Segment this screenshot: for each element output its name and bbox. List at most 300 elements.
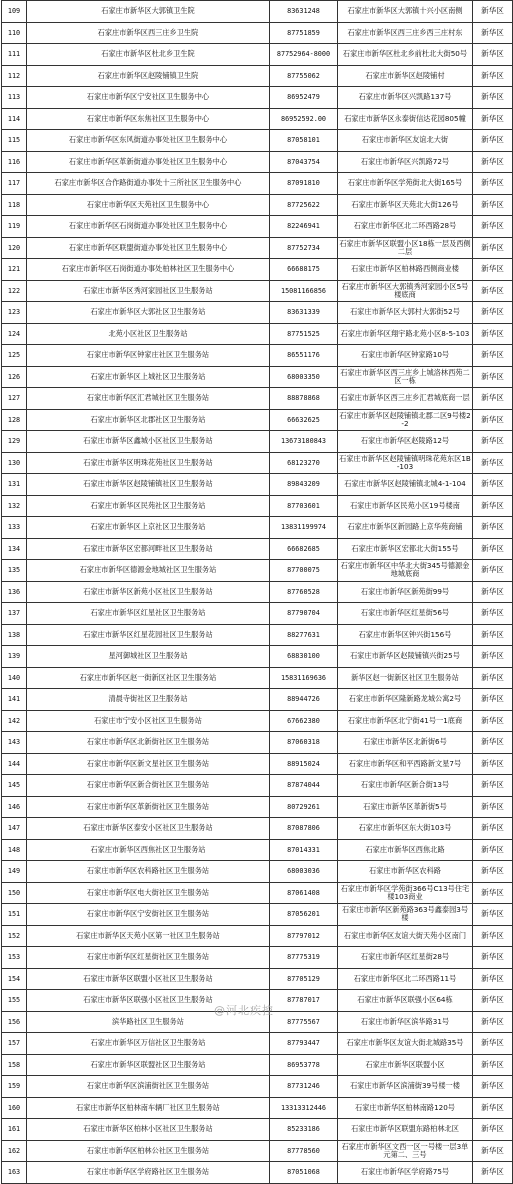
row-number-cell: 161 [2, 1119, 27, 1141]
address-cell: 新华区赵一街新区社区卫生服务站 [338, 667, 473, 689]
institution-name-cell: 石家庄市宁安小区社区卫生服务站 [27, 710, 270, 732]
district-cell: 新华区 [473, 151, 513, 173]
row-number-cell: 133 [2, 517, 27, 539]
row-number-cell: 138 [2, 624, 27, 646]
address-cell: 石家庄市新华区钟兴街156号 [338, 624, 473, 646]
row-number-cell: 146 [2, 796, 27, 818]
table-row [2, 818, 513, 840]
table-row [2, 302, 513, 324]
row-number-cell: 139 [2, 646, 27, 668]
institution-name-cell: 石家庄市新华区合作路街道办事处十三所社区卫生服务中心 [27, 173, 270, 195]
phone-number-cell: 87731246 [270, 1076, 338, 1098]
table-row [2, 1097, 513, 1119]
address-cell: 石家庄市新华区隆新路龙城公寓2号 [338, 689, 473, 711]
district-cell: 新华区 [473, 194, 513, 216]
address-cell: 石家庄市新华区和平西路新文星7号 [338, 753, 473, 775]
phone-number-cell: 87056201 [270, 904, 338, 926]
table-row [2, 689, 513, 711]
institution-name-cell: 星河御城社区卫生服务站 [27, 646, 270, 668]
institution-name-cell: 石家庄市新华区革新街社区卫生服务站 [27, 796, 270, 818]
table-row [2, 87, 513, 109]
phone-number-cell: 87061408 [270, 882, 338, 904]
row-number-cell: 109 [2, 1, 27, 23]
institution-name-cell: 石家庄市新华区电大街社区卫生服务站 [27, 882, 270, 904]
institution-name-cell: 石家庄市新华区北郡社区卫生服务站 [27, 409, 270, 431]
district-cell: 新华区 [473, 990, 513, 1012]
district-cell: 新华区 [473, 452, 513, 474]
district-cell: 新华区 [473, 87, 513, 109]
table-row [2, 22, 513, 44]
institution-name-cell: 石家庄市新华区新文星社区卫生服务站 [27, 753, 270, 775]
table-row [2, 581, 513, 603]
institution-name-cell: 石家庄市新华区赵陵铺镇社区卫生服务站 [27, 474, 270, 496]
district-cell: 新华区 [473, 130, 513, 152]
phone-number-cell: 66688175 [270, 259, 338, 281]
address-cell: 石家庄市新华区北宁街41号一1底商 [338, 710, 473, 732]
phone-number-cell: 86551176 [270, 345, 338, 367]
phone-number-cell: 13673180843 [270, 431, 338, 453]
table-row [2, 345, 513, 367]
address-cell: 石家庄市新华区兴凯路72号 [338, 151, 473, 173]
address-cell: 石家庄市新华区柏林南路120号 [338, 1097, 473, 1119]
address-cell: 石家庄市新华区学府路75号 [338, 1162, 473, 1184]
row-number-cell: 122 [2, 280, 27, 302]
address-cell: 石家庄市新华区北新街6号 [338, 732, 473, 754]
row-number-cell: 151 [2, 904, 27, 926]
phone-number-cell: 13313312446 [270, 1097, 338, 1119]
institution-name-cell: 石家庄市新华区红星街社区卫生服务站 [27, 947, 270, 969]
institution-name-cell: 石家庄市新华区汇君城社区卫生服务站 [27, 388, 270, 410]
address-cell: 石家庄市新华区新苑路363号鑫泰园3号楼 [338, 904, 473, 926]
address-cell: 石家庄市新华区赵陵铺镇明珠花苑东区1B-103 [338, 452, 473, 474]
row-number-cell: 129 [2, 431, 27, 453]
row-number-cell: 135 [2, 560, 27, 582]
row-number-cell: 158 [2, 1054, 27, 1076]
address-cell: 石家庄市新华区西三庄乡汇君城底商一层 [338, 388, 473, 410]
district-cell: 新华区 [473, 775, 513, 797]
row-number-cell: 118 [2, 194, 27, 216]
table-row [2, 173, 513, 195]
phone-number-cell: 87755062 [270, 65, 338, 87]
institution-name-cell: 石家庄市新华区新合街社区卫生服务站 [27, 775, 270, 797]
address-cell: 石家庄市新华区西三庄乡西三庄村东 [338, 22, 473, 44]
institution-name-cell: 石家庄市新华区上京社区卫生服务站 [27, 517, 270, 539]
row-number-cell: 145 [2, 775, 27, 797]
row-number-cell: 160 [2, 1097, 27, 1119]
district-cell: 新华区 [473, 538, 513, 560]
address-cell: 石家庄市新华区革新街5号 [338, 796, 473, 818]
district-cell: 新华区 [473, 474, 513, 496]
row-number-cell: 112 [2, 65, 27, 87]
table-row [2, 216, 513, 238]
phone-number-cell: 87778560 [270, 1140, 338, 1162]
institution-name-cell: 石家庄市新华区北新街社区卫生服务站 [27, 732, 270, 754]
row-number-cell: 128 [2, 409, 27, 431]
district-cell: 新华区 [473, 1011, 513, 1033]
address-cell: 石家庄市新华区赵陵铺镇北城4-1-104 [338, 474, 473, 496]
row-number-cell: 127 [2, 388, 27, 410]
table-row [2, 517, 513, 539]
table-row [2, 947, 513, 969]
table-row [2, 194, 513, 216]
row-number-cell: 150 [2, 882, 27, 904]
table-row [2, 130, 513, 152]
institution-name-cell: 石家庄市新华区红星花园社区卫生服务站 [27, 624, 270, 646]
row-number-cell: 113 [2, 87, 27, 109]
table-row [2, 366, 513, 388]
institution-name-cell: 石家庄市新华区鑫城小区社区卫生服务站 [27, 431, 270, 453]
phone-number-cell: 87790704 [270, 603, 338, 625]
phone-number-cell: 87058101 [270, 130, 338, 152]
district-cell: 新华区 [473, 603, 513, 625]
phone-number-cell: 68123270 [270, 452, 338, 474]
address-cell: 石家庄市新华区赵陵铺镇北郡二区9号楼2-2 [338, 409, 473, 431]
phone-number-cell: 88878868 [270, 388, 338, 410]
address-cell: 石家庄市新华区文西一区一号楼一层3单元第二、三号 [338, 1140, 473, 1162]
phone-number-cell: 87725622 [270, 194, 338, 216]
row-number-cell: 162 [2, 1140, 27, 1162]
institution-name-cell: 石家庄市新华区新苑小区社区卫生服务站 [27, 581, 270, 603]
row-number-cell: 147 [2, 818, 27, 840]
institution-name-cell: 石家庄市新华区泰安小区社区卫生服务站 [27, 818, 270, 840]
phone-number-cell: 87760528 [270, 581, 338, 603]
table-row [2, 1140, 513, 1162]
phone-number-cell: 88915024 [270, 753, 338, 775]
row-number-cell: 157 [2, 1033, 27, 1055]
table-row [2, 1119, 513, 1141]
phone-number-cell: 87014331 [270, 839, 338, 861]
district-cell: 新华区 [473, 818, 513, 840]
district-cell: 新华区 [473, 667, 513, 689]
institution-name-cell: 石家庄市新华区农科路社区卫生服务站 [27, 861, 270, 883]
table-row [2, 796, 513, 818]
table-row [2, 925, 513, 947]
district-cell: 新华区 [473, 1119, 513, 1141]
row-number-cell: 148 [2, 839, 27, 861]
row-number-cell: 121 [2, 259, 27, 281]
institution-name-cell: 石家庄市新华区天苑社区卫生服务中心 [27, 194, 270, 216]
district-cell: 新华区 [473, 947, 513, 969]
phone-number-cell: 87060318 [270, 732, 338, 754]
table-row [2, 237, 513, 259]
district-cell: 新华区 [473, 388, 513, 410]
phone-number-cell: 87752964-8000 [270, 44, 338, 66]
institution-name-cell: 石家庄市新华区学府路社区卫生服务站 [27, 1162, 270, 1184]
address-cell: 石家庄市新华区联强小区64栋 [338, 990, 473, 1012]
institution-name-cell: 石家庄市新华区柏林公社区卫生服务站 [27, 1140, 270, 1162]
district-cell: 新华区 [473, 796, 513, 818]
district-cell: 新华区 [473, 710, 513, 732]
table-row [2, 624, 513, 646]
address-cell: 石家庄市新华区联盟小区18栋一层及西侧二层 [338, 237, 473, 259]
district-cell: 新华区 [473, 280, 513, 302]
row-number-cell: 130 [2, 452, 27, 474]
district-cell: 新华区 [473, 409, 513, 431]
row-number-cell: 117 [2, 173, 27, 195]
institution-name-cell: 石家庄市新华区红星社区卫生服务站 [27, 603, 270, 625]
phone-number-cell: 87051068 [270, 1162, 338, 1184]
district-cell: 新华区 [473, 839, 513, 861]
address-cell: 石家庄市新华区红星街28号 [338, 947, 473, 969]
table-row [2, 1054, 513, 1076]
district-cell: 新华区 [473, 323, 513, 345]
phone-number-cell: 87703601 [270, 495, 338, 517]
address-cell: 石家庄市新华区新苑街99号 [338, 581, 473, 603]
address-cell: 石家庄市新华区滨浦街39号楼一楼 [338, 1076, 473, 1098]
row-number-cell: 116 [2, 151, 27, 173]
row-number-cell: 120 [2, 237, 27, 259]
district-cell: 新华区 [473, 65, 513, 87]
row-number-cell: 144 [2, 753, 27, 775]
table-row [2, 65, 513, 87]
phone-number-cell: 87775319 [270, 947, 338, 969]
address-cell: 石家庄市新华区东大街103号 [338, 818, 473, 840]
phone-number-cell: 87797012 [270, 925, 338, 947]
row-number-cell: 153 [2, 947, 27, 969]
phone-number-cell: 87087806 [270, 818, 338, 840]
district-cell: 新华区 [473, 646, 513, 668]
district-cell: 新华区 [473, 22, 513, 44]
district-cell: 新华区 [473, 882, 513, 904]
table-row [2, 108, 513, 130]
institution-name-cell: 石家庄市新华区柏林南车辆厂社区卫生服务站 [27, 1097, 270, 1119]
district-cell: 新华区 [473, 345, 513, 367]
table-row [2, 839, 513, 861]
address-cell: 石家庄市新华区赵陵路12号 [338, 431, 473, 453]
row-number-cell: 119 [2, 216, 27, 238]
table-row [2, 710, 513, 732]
row-number-cell: 126 [2, 366, 27, 388]
district-cell: 新华区 [473, 904, 513, 926]
address-cell: 石家庄市新华区赵陵铺村 [338, 65, 473, 87]
table-row [2, 732, 513, 754]
row-number-cell: 137 [2, 603, 27, 625]
institution-name-cell: 石家庄市新华区万信社区卫生服务站 [27, 1033, 270, 1055]
address-cell: 石家庄市新华区联盟小区 [338, 1054, 473, 1076]
district-cell: 新华区 [473, 1, 513, 23]
table-row [2, 474, 513, 496]
address-cell: 石家庄市新华区红星街56号 [338, 603, 473, 625]
address-cell: 石家庄市新华区西焦北路 [338, 839, 473, 861]
watermark: @河北疾控 [214, 1004, 274, 1017]
institution-name-cell: 滨华路社区卫生服务站 [27, 1011, 270, 1033]
phone-number-cell: 87705129 [270, 968, 338, 990]
institution-name-cell: 石家庄市新华区赵一街新区社区卫生服务站 [27, 667, 270, 689]
institution-name-cell: 石家庄市新华区钟家庄社区卫生服务站 [27, 345, 270, 367]
address-cell: 石家庄市新华区中华北大街345号德源金地城底商 [338, 560, 473, 582]
phone-number-cell: 68830100 [270, 646, 338, 668]
address-cell: 石家庄市新华区北二环西路11号 [338, 968, 473, 990]
phone-number-cell: 15831169636 [270, 667, 338, 689]
table-row [2, 495, 513, 517]
institution-name-cell: 石家庄市新华区赵陵铺镇卫生院 [27, 65, 270, 87]
row-number-cell: 155 [2, 990, 27, 1012]
address-cell: 石家庄市新华区民苑小区19号楼南 [338, 495, 473, 517]
district-cell: 新华区 [473, 581, 513, 603]
table-row [2, 1033, 513, 1055]
phone-number-cell: 86952592.00 [270, 108, 338, 130]
institution-name-cell: 石家庄市新华区秀河家园社区卫生服务站 [27, 280, 270, 302]
address-cell: 石家庄市新华区滨华路31号 [338, 1011, 473, 1033]
table-row [2, 603, 513, 625]
phone-number-cell: 87874044 [270, 775, 338, 797]
district-cell: 新华区 [473, 560, 513, 582]
table-row [2, 861, 513, 883]
table-row [2, 753, 513, 775]
institution-name-cell: 石家庄市新华区联盟街道办事处社区卫生服务中心 [27, 237, 270, 259]
row-number-cell: 114 [2, 108, 27, 130]
address-cell: 石家庄市新华区友谊大街天苑小区南门 [338, 925, 473, 947]
phone-number-cell: 13831199974 [270, 517, 338, 539]
phone-number-cell: 66632625 [270, 409, 338, 431]
address-cell: 石家庄市新华区赵陵铺镇兴街25号 [338, 646, 473, 668]
phone-number-cell: 87091810 [270, 173, 338, 195]
institution-name-cell: 石家庄市新华区天苑小区第一社区卫生服务站 [27, 925, 270, 947]
table-row [2, 323, 513, 345]
table-row [2, 667, 513, 689]
phone-number-cell: 80729261 [270, 796, 338, 818]
district-cell: 新华区 [473, 302, 513, 324]
district-cell: 新华区 [473, 968, 513, 990]
institution-name-cell: 石家庄市新华区杜北乡卫生院 [27, 44, 270, 66]
phone-number-cell: 88944726 [270, 689, 338, 711]
phone-number-cell: 87752734 [270, 237, 338, 259]
district-cell: 新华区 [473, 431, 513, 453]
row-number-cell: 152 [2, 925, 27, 947]
institution-name-cell: 石家庄市新华区革新街道办事处社区卫生服务中心 [27, 151, 270, 173]
phone-number-cell: 87700075 [270, 560, 338, 582]
district-cell: 新华区 [473, 108, 513, 130]
phone-number-cell: 83631339 [270, 302, 338, 324]
phone-number-cell: 87043754 [270, 151, 338, 173]
institution-name-cell: 石家庄市新华区西三庄乡卫生院 [27, 22, 270, 44]
table-row [2, 259, 513, 281]
institution-name-cell: 石家庄市新华区上城社区卫生服务站 [27, 366, 270, 388]
district-cell: 新华区 [473, 1140, 513, 1162]
institution-name-cell: 石家庄市新华区宏都河畔社区卫生服务站 [27, 538, 270, 560]
row-number-cell: 110 [2, 22, 27, 44]
institution-name-cell: 石家庄市新华区大郭社区卫生服务站 [27, 302, 270, 324]
row-number-cell: 125 [2, 345, 27, 367]
row-number-cell: 123 [2, 302, 27, 324]
table-row [2, 538, 513, 560]
district-cell: 新华区 [473, 44, 513, 66]
institution-name-cell: 石家庄市新华区东风街道办事处社区卫生服务中心 [27, 130, 270, 152]
row-number-cell: 134 [2, 538, 27, 560]
district-cell: 新华区 [473, 495, 513, 517]
address-cell: 石家庄市新华区大郭镇十兴小区南侧 [338, 1, 473, 23]
address-cell: 石家庄市新华区友谊大街北城路35号 [338, 1033, 473, 1055]
district-cell: 新华区 [473, 237, 513, 259]
address-cell: 石家庄市新华区新园路上京华苑商铺 [338, 517, 473, 539]
row-number-cell: 132 [2, 495, 27, 517]
phone-number-cell: 87751525 [270, 323, 338, 345]
institution-name-cell: 清晨寺街社区卫生服务站 [27, 689, 270, 711]
institution-name-cell: 石家庄市新华区宁安街社区卫生服务站 [27, 904, 270, 926]
address-cell: 石家庄市新华区兴凯路137号 [338, 87, 473, 109]
district-cell: 新华区 [473, 753, 513, 775]
address-cell: 石家庄市新华区天苑北大街126号 [338, 194, 473, 216]
phone-number-cell: 88277631 [270, 624, 338, 646]
row-number-cell: 131 [2, 474, 27, 496]
phone-number-cell: 68003350 [270, 366, 338, 388]
phone-number-cell: 82246941 [270, 216, 338, 238]
address-cell: 石家庄市新华区北二环西路28号 [338, 216, 473, 238]
table-row [2, 388, 513, 410]
row-number-cell: 163 [2, 1162, 27, 1184]
address-cell: 石家庄市新华区杜北乡前杜北大街50号 [338, 44, 473, 66]
table-row [2, 646, 513, 668]
address-cell: 石家庄市新华区新合街13号 [338, 775, 473, 797]
institution-name-cell: 石家庄市新华区滨浦街社区卫生服务站 [27, 1076, 270, 1098]
institution-name-cell: 石家庄市新华区石岗街道办事处柏林社区卫生服务中心 [27, 259, 270, 281]
phone-number-cell: 67662380 [270, 710, 338, 732]
district-cell: 新华区 [473, 861, 513, 883]
district-cell: 新华区 [473, 732, 513, 754]
district-cell: 新华区 [473, 259, 513, 281]
district-cell: 新华区 [473, 689, 513, 711]
row-number-cell: 142 [2, 710, 27, 732]
address-cell: 石家庄市新华区钟家路10号 [338, 345, 473, 367]
table-row [2, 452, 513, 474]
address-cell: 石家庄市新华区西三庄乡上城洛林西苑二区一栋 [338, 366, 473, 388]
phone-number-cell: 66682685 [270, 538, 338, 560]
table-row [2, 409, 513, 431]
table-row [2, 431, 513, 453]
address-cell: 石家庄市新华区大郭镇秀河家园小区5号楼底商 [338, 280, 473, 302]
address-cell: 石家庄市新华区友谊北大街 [338, 130, 473, 152]
table-row [2, 44, 513, 66]
institution-name-cell: 石家庄市新华区联盟小区社区卫生服务站 [27, 968, 270, 990]
table-row [2, 1162, 513, 1184]
district-cell: 新华区 [473, 216, 513, 238]
institution-name-cell: 石家庄市新华区明珠花苑社区卫生服务站 [27, 452, 270, 474]
phone-number-cell: 15081166856 [270, 280, 338, 302]
table-row [2, 904, 513, 926]
table-row [2, 560, 513, 582]
district-cell: 新华区 [473, 1033, 513, 1055]
institution-name-cell: 石家庄市新华区民苑社区卫生服务站 [27, 495, 270, 517]
address-cell: 石家庄市新华区宏都北大街155号 [338, 538, 473, 560]
address-cell: 石家庄市新华区柏林路西侧商业楼 [338, 259, 473, 281]
row-number-cell: 140 [2, 667, 27, 689]
district-cell: 新华区 [473, 517, 513, 539]
district-cell: 新华区 [473, 1097, 513, 1119]
address-cell: 石家庄市新华区翔宇路北苑小区8-5-103 [338, 323, 473, 345]
row-number-cell: 141 [2, 689, 27, 711]
row-number-cell: 156 [2, 1011, 27, 1033]
institution-name-cell: 石家庄市新华区联强小区社区卫生服务站 [27, 990, 270, 1012]
phone-number-cell: 87793447 [270, 1033, 338, 1055]
row-number-cell: 154 [2, 968, 27, 990]
table-row [2, 151, 513, 173]
phone-number-cell: 87775567 [270, 1011, 338, 1033]
institution-name-cell: 石家庄市新华区德源金地城社区卫生服务站 [27, 560, 270, 582]
institution-name-cell: 石家庄市新华区联盟社区卫生服务站 [27, 1054, 270, 1076]
row-number-cell: 143 [2, 732, 27, 754]
phone-number-cell: 87787017 [270, 990, 338, 1012]
phone-number-cell: 83631248 [270, 1, 338, 23]
district-cell: 新华区 [473, 925, 513, 947]
phone-number-cell: 87751859 [270, 22, 338, 44]
phone-number-cell: 85233186 [270, 1119, 338, 1141]
district-cell: 新华区 [473, 1162, 513, 1184]
district-cell: 新华区 [473, 1054, 513, 1076]
row-number-cell: 159 [2, 1076, 27, 1098]
phone-number-cell: 89843209 [270, 474, 338, 496]
address-cell: 石家庄市新华区大郭村大郭街52号 [338, 302, 473, 324]
institution-name-cell: 石家庄市新华区大郭镇卫生院 [27, 1, 270, 23]
